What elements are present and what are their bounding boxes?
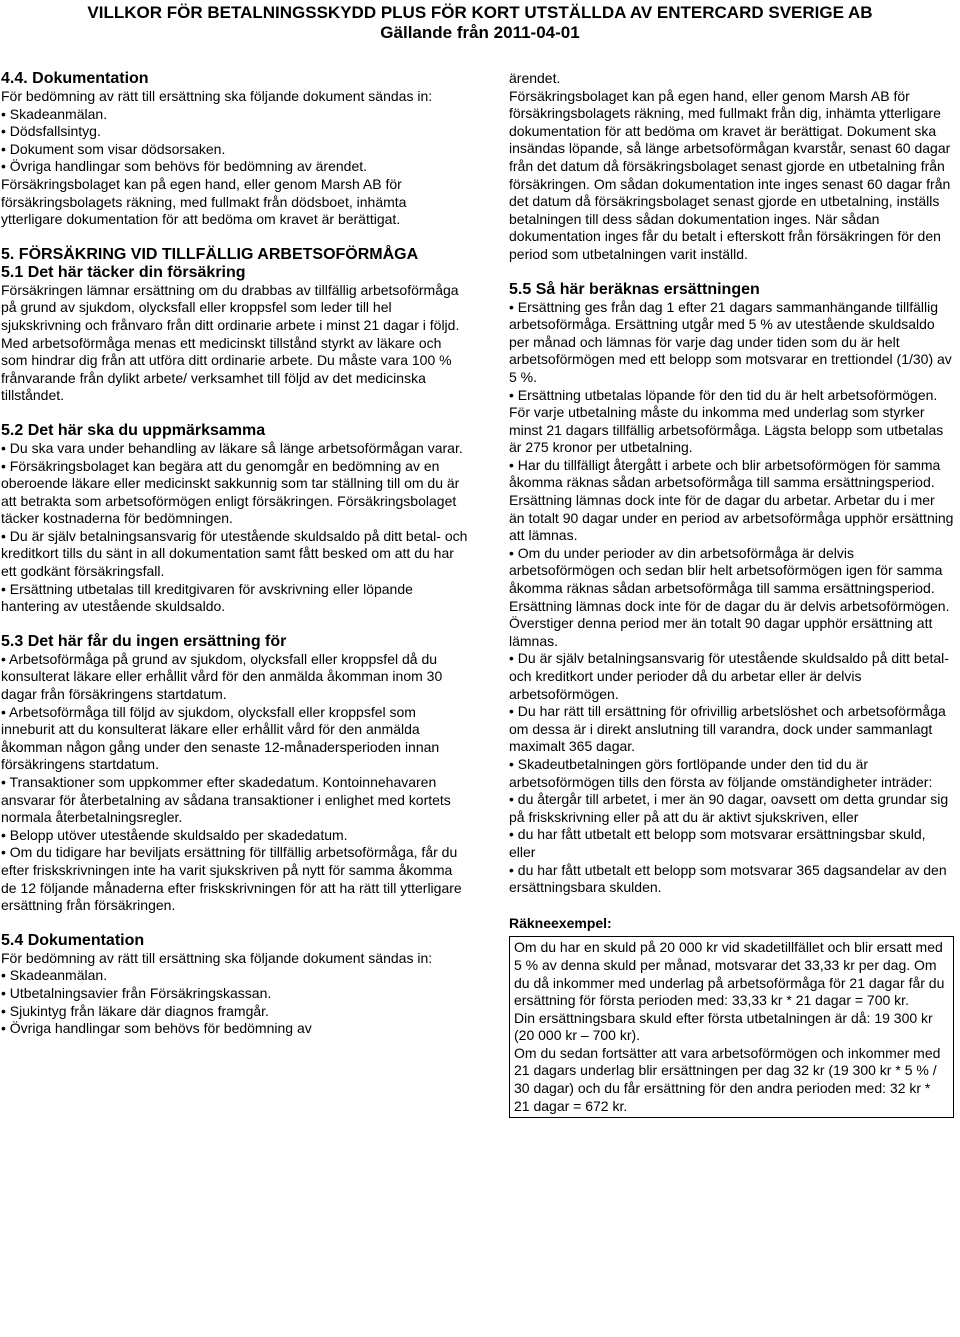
- list-item: • du återgår till arbetet, i mer än 90 dagar, oavsett om detta grundar sig på friskskrivning eller på att du är aktivt sjukskriven, eller: [509, 791, 949, 825]
- section-5-title: 5. FÖRSÄKRING VID TILLFÄLLIG ARBETSOFÖRMÅGA: [1, 245, 419, 263]
- documentation-paragraph: Försäkringsbolaget kan på egen hand, eller genom Marsh AB för försäkringsbolagets räkning, med fullmakt från dig, inhämta ytterligare dokumentation för att bedöma om kravet är berättigat. Dokument ska insändas löpande, så länge arbetsoförmågan kvarstår, senast 60 dagar från det datum då försäkringsbolaget senast gjorde en utbetalning från försäkringen. Om sådan dokumentation inte inges senast 60 dagar från det datum då försäkringsbolaget senast gjorde en utbetalning, inställs betalningen till dess sådan dokumentation inges. När sådan dokumentation inges får du betalt i efterskott från försäkringen för den period som utbetalningen varit inställd.: [509, 87, 951, 262]
- list-item: • Ersättning utbetalas löpande för den tid du är helt arbetsoförmögen. För varje utbetalning måste du inkomma med underlag som styrker minst 21 dagars tillfällig arbetsoförmåga. Lägsta belopp som utbetalas är 275 kronor per utbetalning.: [509, 386, 944, 456]
- list-item: • Dokument som visar dödsorsaken.: [1, 140, 226, 157]
- section-5-5-title: 5.5 Så här beräknas ersättningen: [509, 280, 760, 298]
- list-item: • Om du tidigare har beviljats ersättning för tillfällig arbetsoförmåga, får du efter friskskrivningen inte ha varit sjukskriven på nytt för samma åkomma de 12 följande månaderna efter friskskrivningen för att ha rätt till ytterligare ersättning från försäkringen.: [1, 844, 462, 914]
- example-box: [509, 936, 954, 1118]
- section-4-4-paragraph: Försäkringsbolaget kan på egen hand, eller genom Marsh AB för försäkringsbolagets räkning, med fullmakt från dödsboet, inhämta ytterligare dokumentation för att bedöma om kravet är berättigat.: [1, 175, 407, 228]
- list-item: • Du ska vara under behandling av läkare så länge arbetsoförmågan varar.: [1, 439, 463, 456]
- list-item: • Du har rätt till ersättning för ofrivillig arbetslöshet och arbetsoförmåga om dessa är i direkt anslutning till varandra, dock under sammanlagt maximalt 365 dagar.: [509, 703, 946, 755]
- right-column: [509, 70, 954, 1118]
- list-item: • Du är själv betalningsansvarig för utestående skuldsaldo på ditt betal- och kreditkort tills du sänt in all dokumentation samt fått besked om att du har ett godkänt försäkringsfall.: [1, 527, 468, 580]
- list-item: • Arbetsoförmåga på grund av sjukdom, olycksfall eller kroppsfel då du konsulterat läkare eller erhållit vård för den anmälda åkomman inom 30 dagar från försäkringens startdatum.: [1, 650, 443, 703]
- list-item: • Ersättning ges från dag 1 efter 21 dagars sammanhängande tillfällig arbetsoförmåga. Ersättning utgår med 5 % av utestående skuldsaldo per månad och lämnas för varje dag under tiden som du är helt arbetsoförmögen med ett belopp som motsvarar en trettiondel (1/30) av 5 %.: [509, 298, 952, 385]
- list-item: • du har fått utbetalt ett belopp som motsvarar 365 dagsandelar av den ersättningsbara skulden.: [509, 861, 947, 896]
- list-item: • Belopp utöver utestående skuldsaldo per skadedatum.: [1, 826, 348, 843]
- list-item: • Övriga handlingar som behövs för bedömning av: [1, 1020, 312, 1037]
- continued-text: ärendet.: [509, 70, 561, 86]
- section-5-1-text: Försäkringen lämnar ersättning om du drabbas av tillfällig arbetsoförmåga på grund av sjukdom, olycksfall eller kroppsfel som leder till hel sjukskrivning och frånvaro från ditt ordinarie arbete i minst 21 dagar i följd. Med arbetsoförmåga menas ett medicinskt tillstånd styrkt av läkare och som hindrar dig från att utföra ditt ordinarie arbete. Du måste vara 100 % frånvarande från dylikt arbete/ verksamhet till följd av det medicinska tillståndet.: [1, 281, 460, 404]
- list-item: • Om du under perioder av din arbetsoförmåga är delvis arbetsoförmögen och sedan blir helt arbetsoförmögen igen för samma åkomma räknas sådan arbetsoförmåga till samma ersättningsperiod. Ersättning lämnas dock inte för de dagar du är delvis arbetsoförmögen. Överstiger denna period mer än totalt 90 dagar upphör ersättning att lämnas.: [509, 544, 950, 649]
- section-5-3-title: 5.3 Det här får du ingen ersättning för: [1, 632, 287, 650]
- list-item: • Utbetalningsavier från Försäkringskassan.: [1, 984, 272, 1001]
- list-item: • Arbetsoförmåga till följd av sjukdom, olycksfall eller kroppsfel som inneburit att du konsulterat läkare eller erhållit vård för den anmälda åkomman någon gång under den senaste 12-månadersperioden innan försäkringens startdatum.: [1, 703, 440, 773]
- document-header: [0, 0, 960, 43]
- section-5-4-title: 5.4 Dokumentation: [1, 931, 145, 949]
- header-date: Gällande från 2011-04-01: [380, 23, 580, 42]
- example-paragraph: Om du sedan fortsätter att vara arbetsoförmögen och inkommer med 21 dagars underlag blir ersättningen per dag 32 kr (19 300 kr * 5 % / 30 dagar) och du får ersättning för den andra perioden med: 32 kr * 21 dagar = 672 kr.: [514, 1044, 941, 1114]
- list-item: • Försäkringsbolaget kan begära att du genomgår en bedömning av en oberoende läkare eller medicinskt sakkunnig som tar ställning till om du är att betrakta som arbetsoförmögen enligt försäkringen. Försäkringsbolaget täcker kostnaderna för bedömningen.: [1, 457, 460, 527]
- list-item: • Skadeutbetalningen görs fortlöpande under den tid du är arbetsoförmögen tills den första av följande omständigheter inträder:: [509, 755, 933, 790]
- list-item: • Har du tillfälligt återgått i arbete och blir arbetsoförmögen för samma åkomma räknas sådan arbetsoförmåga till samma ersättningsperiod. Ersättning lämnas dock inte för de dagar du arbetar. Arbetar du i mer än totalt 90 dagar under en period av arbetsoförmåga upphör ersättning att lämnas.: [509, 456, 954, 544]
- list-item: • Du är själv betalningsansvarig för utestående skuldsaldo på ditt betal- och kreditkort under perioder då du arbetar eller är delvis arbetsoförmögen.: [509, 650, 949, 702]
- example-title: Räkneexempel:: [509, 914, 612, 931]
- list-item: • Övriga handlingar som behövs för bedömning av ärendet.: [1, 158, 368, 175]
- section-5-2-title: 5.2 Det här ska du uppmärksamma: [1, 421, 266, 439]
- list-item: • Skadeanmälan.: [1, 967, 108, 984]
- section-4-4-intro: För bedömning av rätt till ersättning ska följande dokument sändas in:: [1, 88, 433, 104]
- list-item: • du har fått utbetalt ett belopp som motsvarar ersättningsbar skuld, eller: [509, 826, 926, 860]
- list-item: • Sjukintyg från läkare där diagnos framgår.: [1, 1002, 269, 1019]
- list-item: • Skadeanmälan.: [1, 105, 108, 122]
- left-column: [1, 70, 471, 1038]
- header-title: VILLKOR FÖR BETALNINGSSKYDD PLUS FÖR KORT UTSTÄLLDA AV ENTERCARD SVERIGE AB: [87, 3, 873, 22]
- example-paragraph: Om du har en skuld på 20 000 kr vid skadetillfället och blir ersatt med 5 % av denna skuld per månad, motsvarar det 33,33 kr per dag. Om du då inkommer med underlag på arbetsoförmåga för 21 dagar får du ersättning för första perioden med: 33,33 kr * 21 dagar = 700 kr.: [514, 939, 945, 1009]
- list-item: • Ersättning utbetalas till kreditgivaren för avskrivning eller löpande hantering av utestående skuldsaldo.: [1, 580, 413, 615]
- example-paragraph: Din ersättningsbara skuld efter första utbetalningen är då: 19 300 kr (20 000 kr – 700 kr).: [514, 1009, 933, 1044]
- list-item: • Transaktioner som uppkommer efter skadedatum. Kontoinnehavaren ansvarar för återbetalning av sådana transaktioner i enlighet med kortets normala återbetalningsregler.: [1, 774, 451, 826]
- section-5-4-intro: För bedömning av rätt till ersättning ska följande dokument sändas in:: [1, 949, 433, 966]
- section-5-1-title: 5.1 Det här täcker din försäkring: [1, 263, 246, 281]
- list-item: • Dödsfallsintyg.: [1, 123, 101, 140]
- section-4-4-title: 4.4. Dokumentation: [1, 70, 149, 87]
